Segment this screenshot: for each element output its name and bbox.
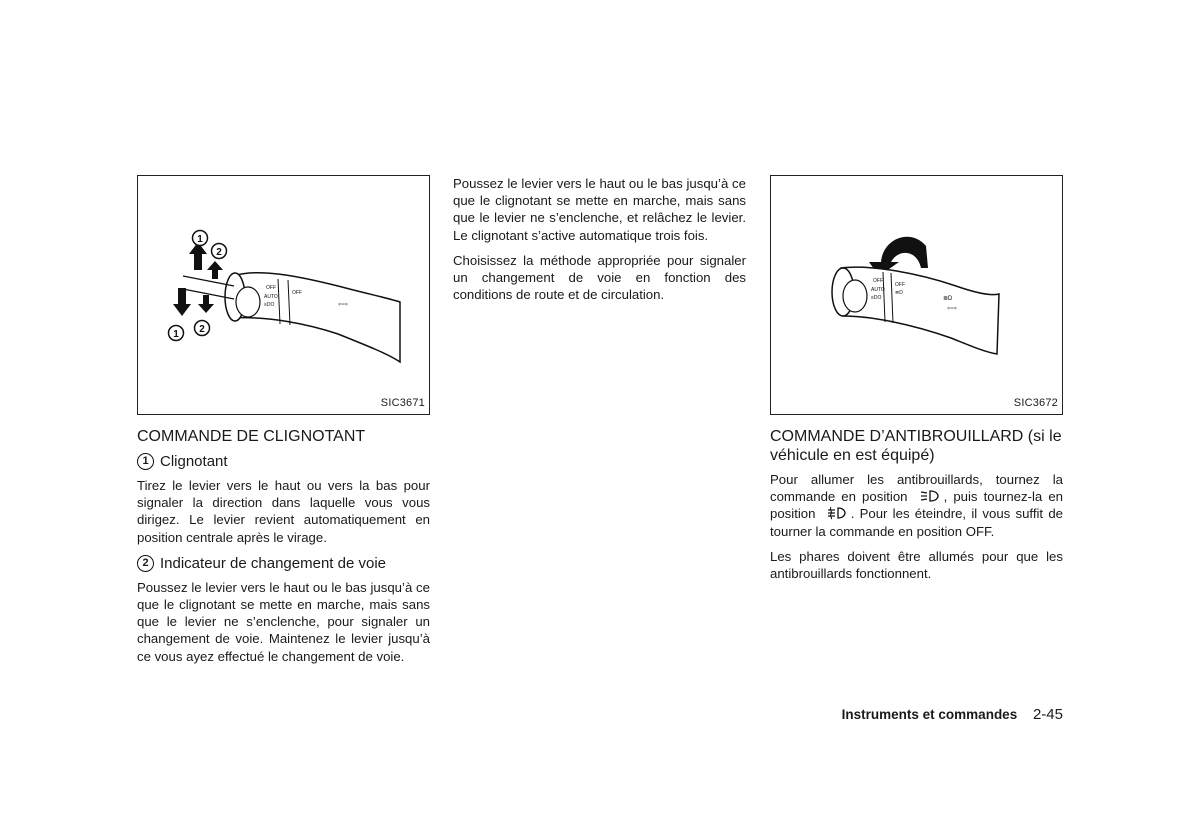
subheading-lane-change bbox=[137, 554, 430, 573]
svg-text:⇦⇨: ⇦⇨ bbox=[947, 306, 958, 312]
number-badge: 2 bbox=[137, 555, 154, 572]
page-number: 2-45 bbox=[1032, 706, 1063, 723]
subheading-label: Clignotant bbox=[160, 453, 228, 470]
section-heading: COMMANDE D’ANTIBROUILLARD (si le véhicule en est équipé) bbox=[770, 428, 1062, 464]
svg-text:≡DO: ≡DO bbox=[871, 295, 882, 301]
paragraph: Poussez le levier vers le haut ou le bas jusqu’à ce que le clignotant se mette en marche, mais sans que le levier ne s’enclenche, et relâchez le levier. Le clignotant s’active automatique trois fois. bbox=[453, 176, 746, 243]
subheading-turn-signal bbox=[137, 452, 430, 471]
fog-light-lever-illustration bbox=[771, 176, 1062, 414]
text-run: , puis tournez-la en position bbox=[770, 489, 1063, 522]
svg-text:≣D: ≣D bbox=[895, 290, 903, 296]
svg-text:⇦⇨: ⇦⇨ bbox=[338, 302, 349, 308]
column-middle bbox=[453, 175, 746, 311]
fog-light-figure bbox=[770, 175, 1063, 415]
turn-signal-lever-illustration bbox=[138, 176, 429, 414]
text-run: . Pour les éteindre, il vous suffit de tourner la commande en position OFF. bbox=[770, 506, 1063, 539]
svg-text:OFF: OFF bbox=[266, 285, 276, 291]
section-name: Instruments et commandes bbox=[841, 707, 1018, 722]
paragraph: Tirez le levier vers le haut ou vers la bas pour signaler la direction dans laquelle vous vous dirigez. Le levier revient automatiquement en position centrale après le virage. bbox=[137, 478, 430, 545]
page-footer bbox=[842, 706, 1063, 723]
fog-light-icon bbox=[825, 506, 847, 520]
paragraph bbox=[770, 471, 1063, 540]
paragraph: Choisissez la méthode appropriée pour signaler un changement de voie en fonction des conditions de route et de circulation. bbox=[453, 252, 746, 303]
svg-text:2: 2 bbox=[216, 247, 222, 258]
paragraph: Les phares doivent être allumés pour que les antibrouillards fonctionnent. bbox=[770, 548, 1063, 582]
svg-text:1: 1 bbox=[197, 234, 203, 245]
figure-code: SIC3671 bbox=[380, 396, 425, 409]
section-heading: COMMANDE DE CLIGNOTANT bbox=[137, 428, 366, 445]
number-badge: 1 bbox=[137, 453, 154, 470]
svg-text:2: 2 bbox=[199, 324, 205, 335]
turn-signal-figure bbox=[137, 175, 430, 415]
svg-text:OFF: OFF bbox=[292, 290, 302, 296]
svg-text:≡DO: ≡DO bbox=[264, 302, 275, 308]
column-right bbox=[770, 175, 1063, 590]
figure-code: SIC3672 bbox=[1013, 396, 1058, 409]
subheading-label: Indicateur de changement de voie bbox=[160, 554, 386, 572]
text-run: Pour allumer les antibrouillards, tournez la commande en position bbox=[770, 472, 1063, 505]
paragraph: Poussez le levier vers le haut ou le bas jusqu’à ce que le clignotant se mette en marche, mais sans que le levier ne s’enclenche, pour signaler un changement de voie. Maintenez le levier jusqu’à ce vous ayez effectué le changement de voie. bbox=[137, 579, 430, 664]
svg-text:1: 1 bbox=[173, 329, 179, 340]
column-left bbox=[137, 175, 430, 673]
svg-text:AUTO: AUTO bbox=[871, 287, 885, 293]
svg-text:AUTO: AUTO bbox=[264, 294, 278, 300]
svg-text:OFF: OFF bbox=[873, 278, 883, 284]
svg-text:OFF: OFF bbox=[895, 282, 905, 288]
headlight-icon bbox=[918, 489, 940, 503]
svg-text:≣D: ≣D bbox=[943, 296, 953, 302]
